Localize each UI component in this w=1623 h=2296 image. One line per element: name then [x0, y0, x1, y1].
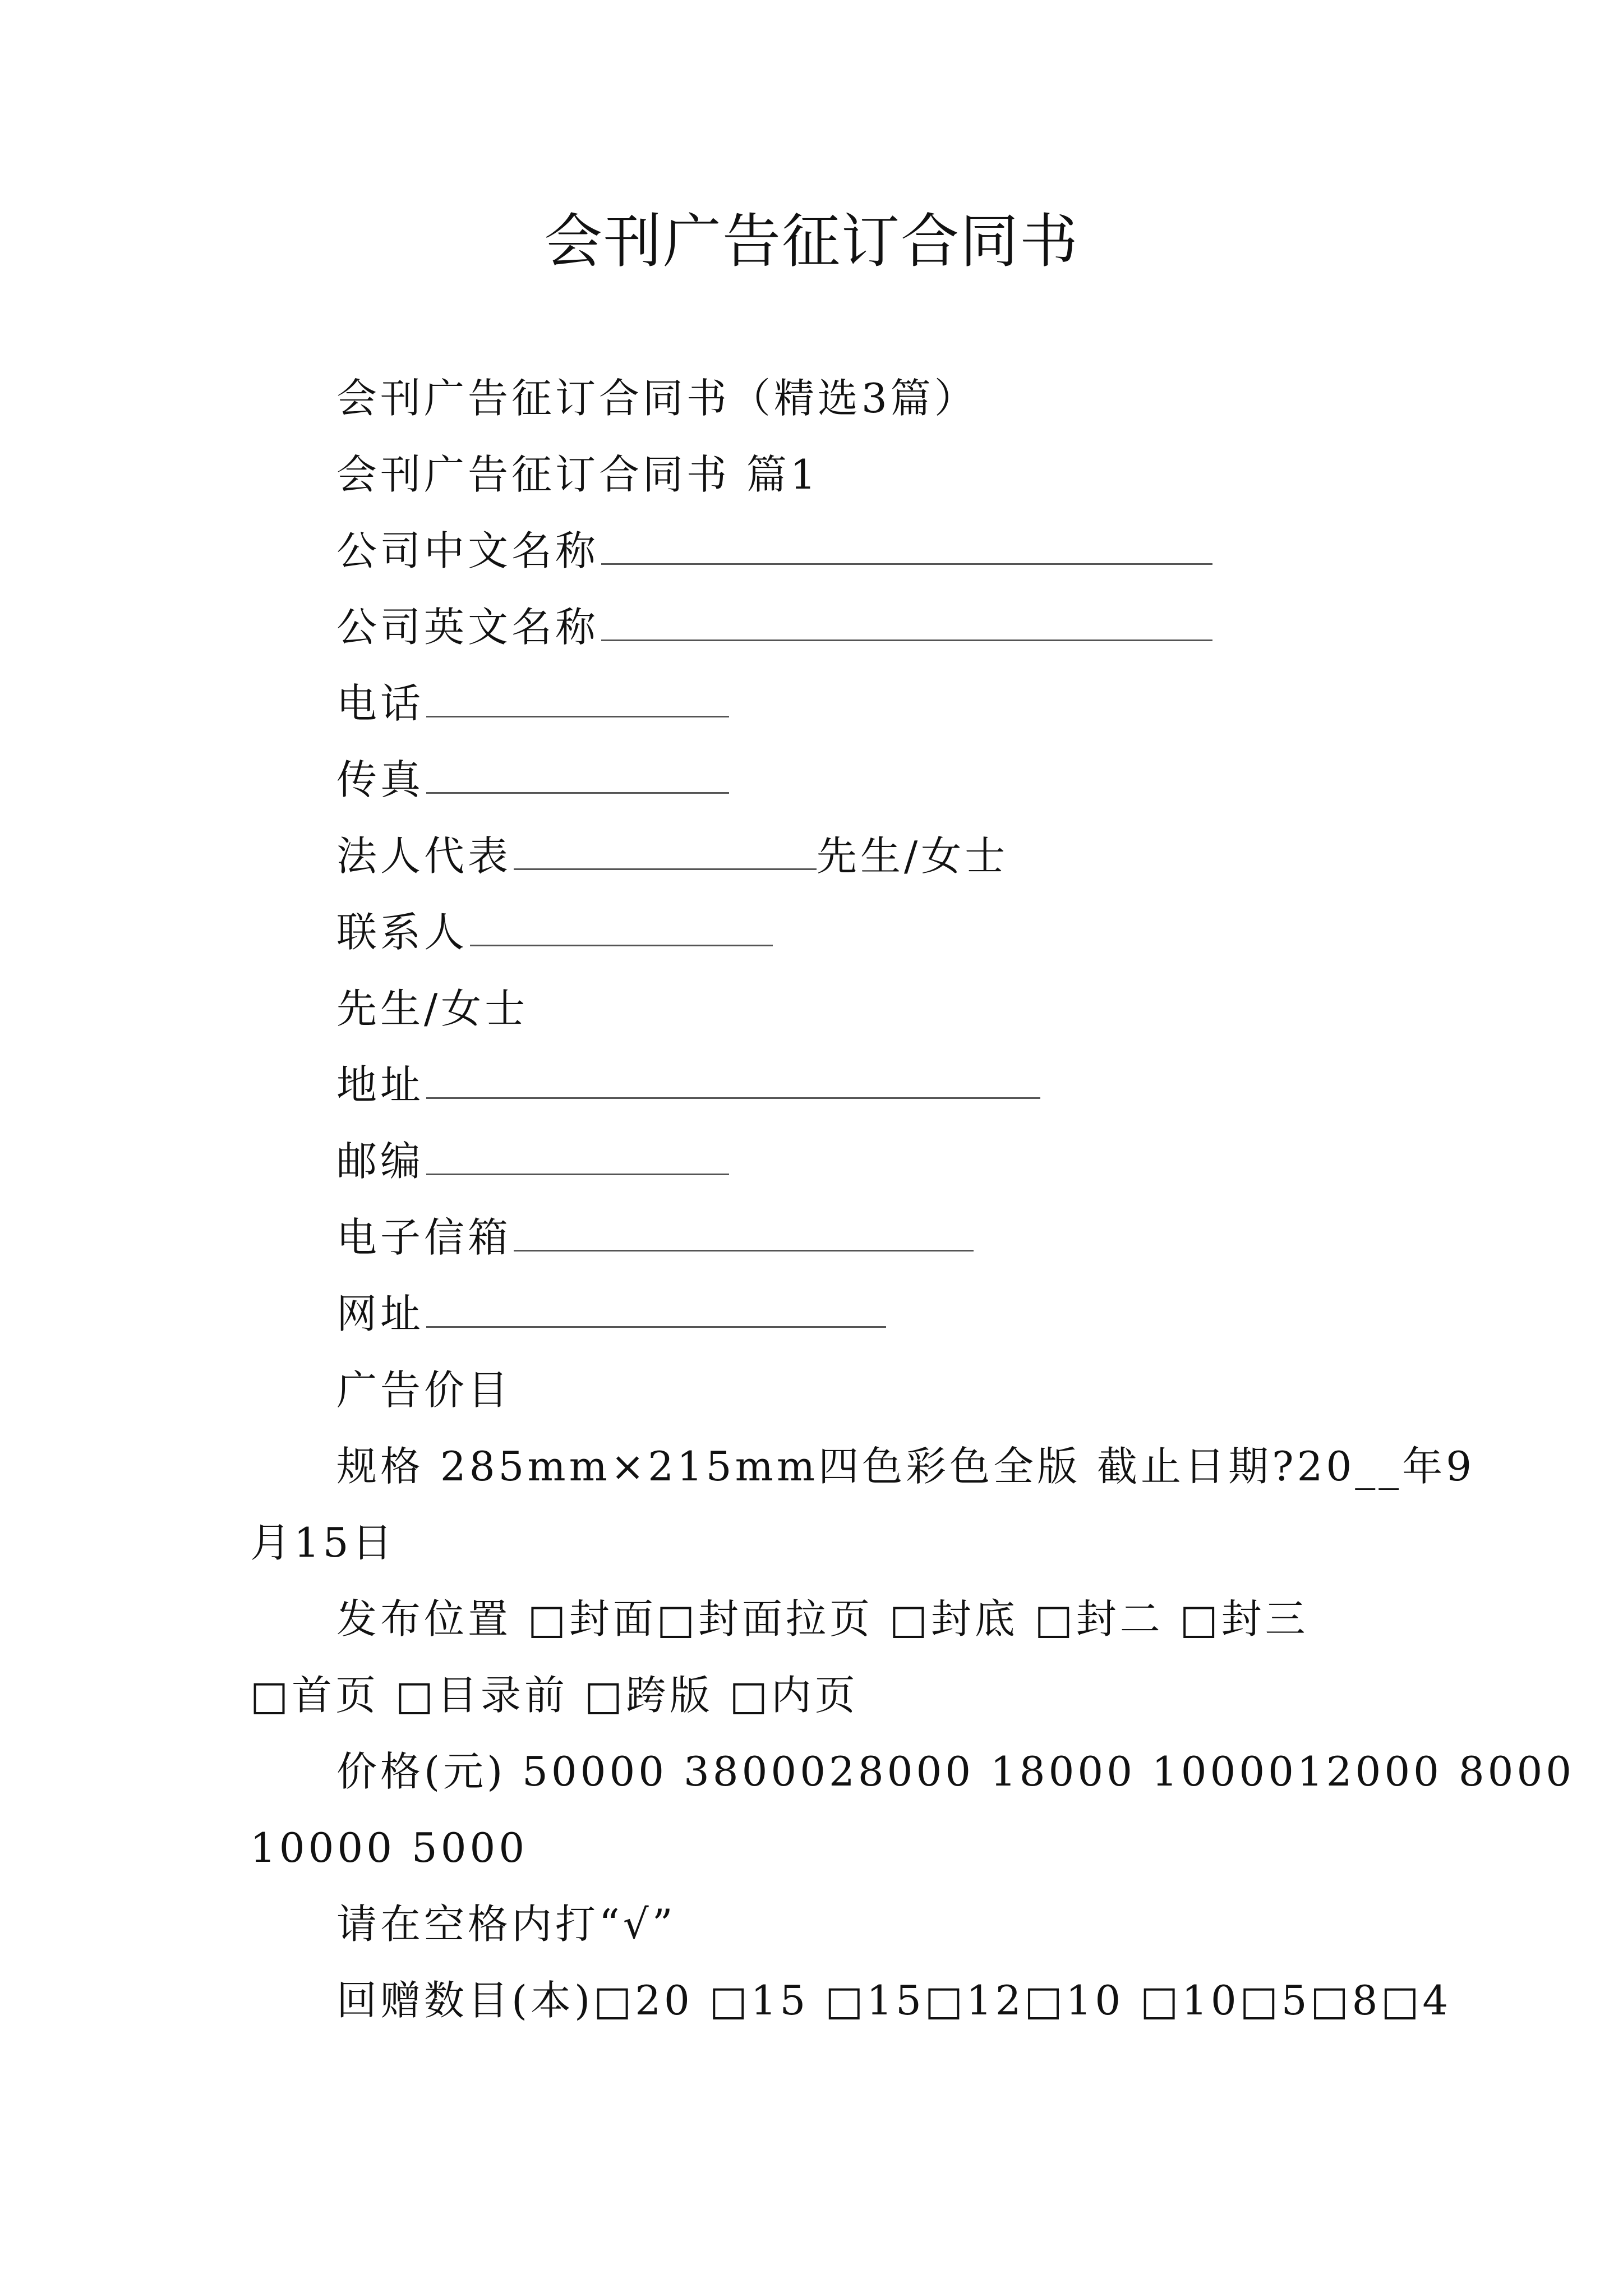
contact-blank[interactable] [470, 907, 773, 946]
company-cn-label: 公司中文名称 [336, 527, 600, 574]
email-row [336, 1209, 974, 1266]
section-heading: 会刊广告征订合同书 篇1 [336, 451, 819, 498]
postcode-row [336, 1133, 729, 1189]
postcode-blank[interactable] [426, 1135, 729, 1175]
fax-row [336, 752, 729, 808]
gift-quantity-line: 回赠数目(本)□20 □15 □15□12□10 □10□5□8□4 [336, 1977, 1452, 2024]
legal-rep-blank[interactable] [514, 830, 817, 870]
email-blank[interactable] [514, 1212, 974, 1251]
document-title: 会刊广告征订合同书 [543, 207, 1079, 275]
company-cn-blank[interactable] [601, 525, 1212, 565]
position-line-2: □首页 □目录前 □跨版 □内页 [250, 1672, 859, 1719]
phone-blank[interactable] [426, 678, 729, 717]
legal-rep-row [336, 828, 1008, 884]
phone-row [336, 675, 729, 731]
price-line-2: 10000 5000 [250, 1824, 528, 1871]
ad-price-heading: 广告价目 [336, 1366, 512, 1414]
contact-row [336, 904, 773, 960]
check-instruction: 请在空格内打“√” [336, 1901, 676, 1948]
postcode-label: 邮编 [336, 1138, 425, 1185]
address-label: 地址 [336, 1061, 425, 1108]
company-en-blank[interactable] [601, 601, 1212, 641]
address-row [336, 1057, 1040, 1113]
company-en-row [336, 599, 1212, 655]
address-blank[interactable] [426, 1059, 1040, 1099]
website-blank[interactable] [426, 1288, 886, 1328]
website-label: 网址 [336, 1290, 425, 1337]
subtitle-line: 会刊广告征订合同书（精选3篇） [336, 375, 978, 422]
contact-suffix-line: 先生/女士 [336, 985, 529, 1032]
spec-line-1: 规格 285mm×215mm四色彩色全版 截止日期?20__年9 [336, 1443, 1476, 1490]
position-line-1: 发布位置 □封面□封面拉页 □封底 □封二 □封三 [336, 1595, 1309, 1642]
company-en-label: 公司英文名称 [336, 604, 600, 651]
fax-label: 传真 [336, 756, 425, 803]
company-cn-row [336, 523, 1212, 579]
fax-blank[interactable] [426, 754, 729, 794]
legal-rep-label: 法人代表 [336, 832, 512, 880]
contact-label: 联系人 [336, 909, 468, 956]
website-row [336, 1286, 886, 1342]
price-line-1: 价格(元) 50000 3800028000 18000 1000012000 8000 [336, 1748, 1575, 1795]
phone-label: 电话 [336, 680, 425, 727]
spec-line-2: 月15日 [250, 1519, 396, 1566]
email-label: 电子信箱 [336, 1214, 512, 1261]
legal-rep-suffix: 先生/女士 [817, 832, 1009, 880]
